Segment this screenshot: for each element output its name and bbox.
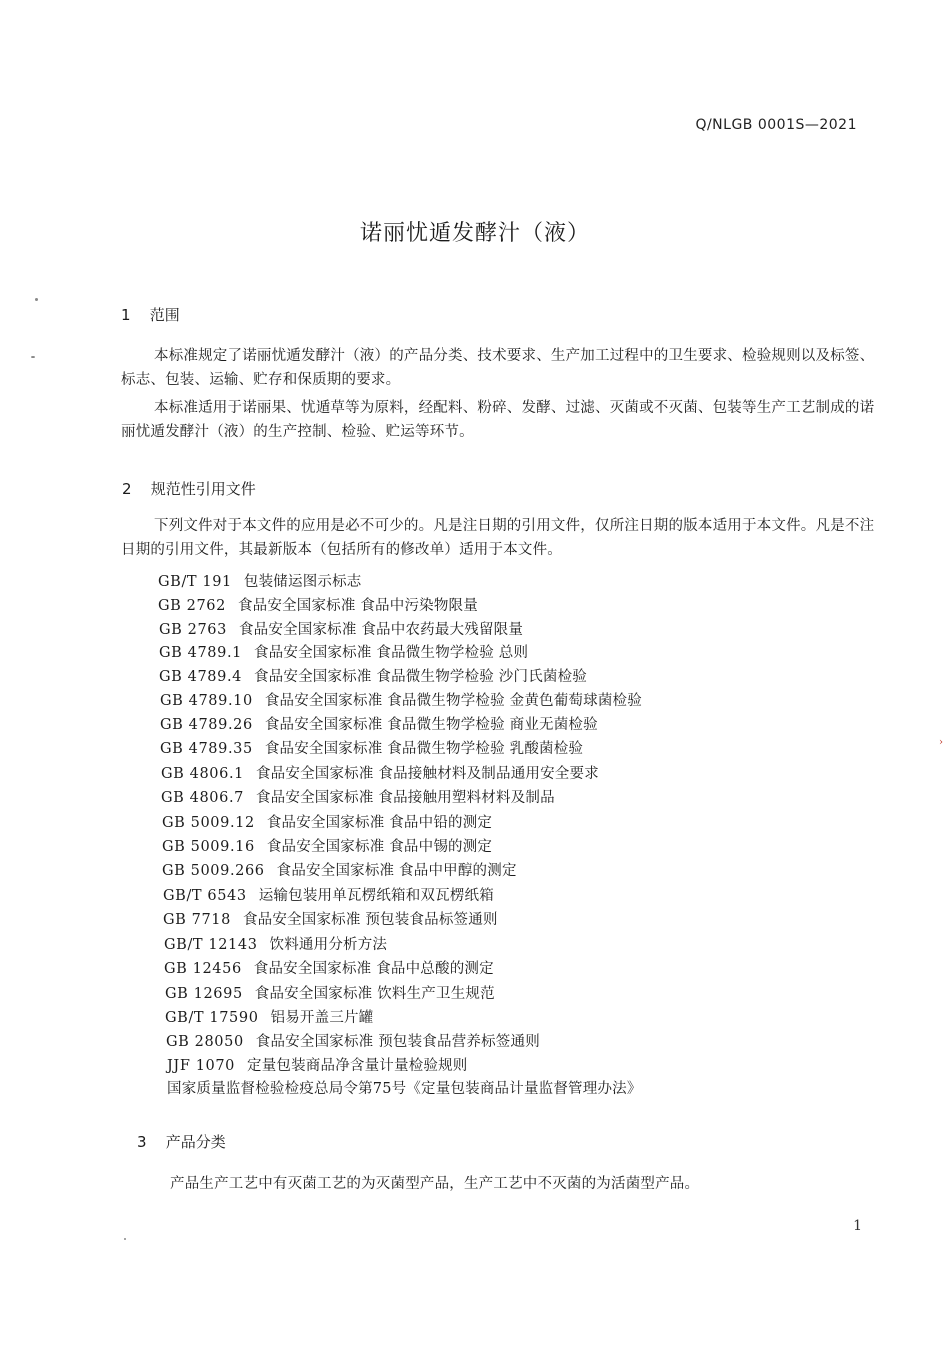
reference-code: GB 7718 — [163, 912, 231, 928]
reference-item — [167, 1054, 468, 1075]
section-1-paragraph-2: 本标准适用于诺丽果、忧遁草等为原料，经配料、粉碎、发酵、过滤、灭菌或不灭菌、包装等生产工艺制成的诺丽忧遁发酵汁（液）的生产控制、检验、贮运等环节。 — [121, 400, 875, 440]
reference-item — [160, 737, 583, 758]
reference-title: 食品安全国家标准 食品微生物学检验 沙门氏菌检验 — [253, 669, 588, 685]
section-number: 2 — [122, 480, 132, 498]
document-title: 诺丽忧遁发酵汁（液） — [359, 221, 590, 246]
reference-title: 食品安全国家标准 食品接触用塑料材料及制品 — [255, 790, 555, 806]
section-3-heading — [137, 1131, 226, 1152]
reference-item — [163, 908, 498, 929]
reference-title: 食品安全国家标准 食品中锡的测定 — [266, 839, 493, 855]
scan-speck — [35, 298, 38, 301]
reference-title: 食品安全国家标准 食品中农药最大残留限量 — [238, 622, 524, 638]
section-number: 1 — [121, 306, 131, 324]
reference-title: 食品安全国家标准 食品中甲醇的测定 — [276, 863, 517, 879]
reference-code: JJF 1070 — [167, 1058, 235, 1074]
reference-code: GB/T 6543 — [163, 888, 247, 904]
reference-item — [159, 665, 587, 686]
reference-code: GB 4789.10 — [160, 693, 253, 709]
reference-code: GB 4789.4 — [159, 669, 242, 685]
reference-code: GB 28050 — [166, 1034, 244, 1050]
reference-title: 包装储运图示标志 — [243, 574, 362, 590]
reference-code: GB 4789.35 — [160, 741, 253, 757]
reference-item — [162, 835, 492, 856]
section-title: 产品分类 — [165, 1133, 226, 1151]
reference-title: 国家质量监督检验检疫总局令第75号《定量包装商品计量监督管理办法》 — [167, 1081, 642, 1097]
reference-code: GB 4806.1 — [161, 766, 244, 782]
reference-item — [161, 786, 555, 807]
reference-title: 食品安全国家标准 预包装食品营养标签通则 — [255, 1034, 540, 1050]
reference-title: 食品安全国家标准 食品中污染物限量 — [237, 598, 478, 614]
section-title: 规范性引用文件 — [150, 480, 256, 498]
scan-speck — [124, 1238, 126, 1240]
reference-item — [162, 859, 517, 880]
reference-code: GB/T 12143 — [164, 937, 258, 953]
reference-item — [165, 1006, 373, 1027]
section-3-paragraph-1: 产品生产工艺中有灭菌工艺的为灭菌型产品，生产工艺中不灭菌的为活菌型产品。 — [170, 1176, 700, 1192]
reference-code: GB 4806.7 — [161, 790, 244, 806]
reference-code: GB/T 191 — [158, 574, 232, 590]
reference-code: GB 2762 — [158, 598, 226, 614]
reference-title: 食品安全国家标准 食品微生物学检验 金黄色葡萄球菌检验 — [264, 693, 642, 709]
section-2-paragraph-1: 下列文件对于本文件的应用是必不可少的。凡是注日期的引用文件，仅所注日期的版本适用于本文件。凡是不注日期的引用文件，其最新版本（包括所有的修改单）适用于本文件。 — [121, 518, 875, 558]
reference-code: GB 12456 — [164, 961, 242, 977]
reference-code: GB 5009.12 — [162, 815, 255, 831]
reference-item — [159, 641, 528, 662]
reference-code: GB 5009.16 — [162, 839, 255, 855]
reference-item — [164, 957, 494, 978]
section-2-heading — [122, 478, 256, 499]
scan-speck — [31, 356, 35, 358]
reference-title: 食品安全国家标准 食品微生物学检验 乳酸菌检验 — [264, 741, 584, 757]
reference-code: GB 12695 — [165, 986, 243, 1002]
reference-item — [158, 570, 362, 591]
reference-title: 定量包装商品净含量计量检验规则 — [247, 1058, 468, 1074]
reference-item — [163, 884, 494, 905]
page-number: 1 — [853, 1218, 862, 1234]
reference-item — [164, 933, 387, 954]
reference-item — [165, 982, 495, 1003]
reference-title: 食品安全国家标准 饮料生产卫生规范 — [254, 986, 495, 1002]
reference-title: 食品安全国家标准 食品微生物学检验 商业无菌检验 — [264, 717, 598, 733]
section-title: 范围 — [149, 306, 180, 324]
reference-code: GB 4789.26 — [160, 717, 253, 733]
reference-code: GB 4789.1 — [159, 645, 242, 661]
reference-item — [166, 1030, 540, 1051]
reference-item — [159, 618, 523, 639]
reference-title: 食品安全国家标准 食品接触材料及制品通用安全要求 — [255, 766, 599, 782]
reference-item — [161, 762, 599, 783]
section-1-paragraph-1: 本标准规定了诺丽忧遁发酵汁（液）的产品分类、技术要求、生产加工过程中的卫生要求、检验规则以及标签、标志、包装、运输、贮存和保质期的要求。 — [121, 348, 875, 388]
reference-title: 食品安全国家标准 食品中总酸的测定 — [253, 961, 494, 977]
reference-title: 食品安全国家标准 食品微生物学检验 总则 — [253, 645, 529, 661]
reference-code: GB 2763 — [159, 622, 227, 638]
section-1-heading — [121, 304, 180, 325]
reference-item — [160, 713, 598, 734]
section-number: 3 — [137, 1133, 147, 1151]
reference-item — [162, 811, 492, 832]
reference-title: 运输包装用单瓦楞纸箱和双瓦楞纸箱 — [258, 888, 494, 904]
reference-title: 食品安全国家标准 食品中铅的测定 — [266, 815, 493, 831]
reference-item — [160, 689, 642, 710]
reference-item — [167, 1077, 642, 1098]
reference-title: 铝易开盖三片罐 — [270, 1010, 374, 1026]
scan-mark: › — [939, 737, 943, 748]
reference-item — [158, 594, 478, 615]
reference-title: 饮料通用分析方法 — [269, 937, 388, 953]
standard-code: Q/NLGB 0001S—2021 — [695, 117, 857, 133]
reference-code: GB 5009.266 — [162, 863, 265, 879]
reference-code: GB/T 17590 — [165, 1010, 259, 1026]
reference-title: 食品安全国家标准 预包装食品标签通则 — [242, 912, 498, 928]
